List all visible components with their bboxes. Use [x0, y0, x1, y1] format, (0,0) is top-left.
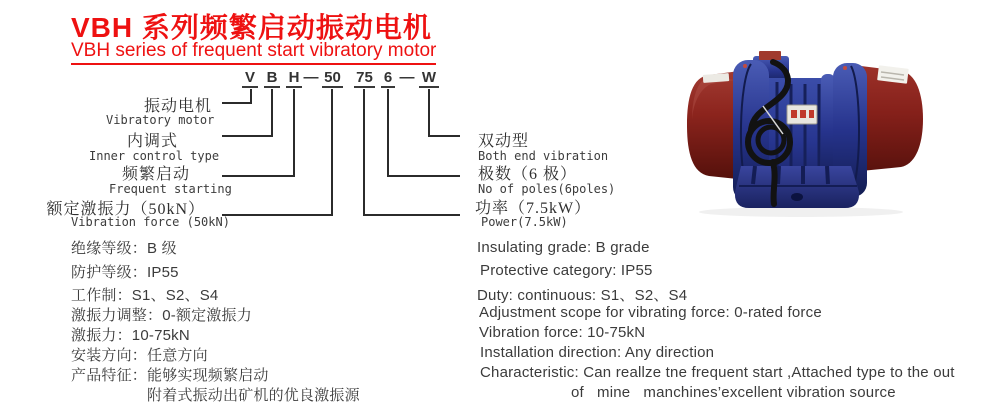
- model-code-segment: W: [419, 69, 439, 88]
- model-code-segment: 75: [354, 69, 375, 88]
- nameplate: [787, 105, 817, 124]
- model-code-segment: V: [242, 69, 258, 88]
- spec-line: 产品特征：能够实现频繁启动: [71, 367, 269, 384]
- model-code-segment: H: [286, 69, 302, 88]
- spec-line: Characteristic: Can reallze tne frequent start ,Attached type to the out: [480, 364, 955, 381]
- spec-line: 激振力调整：0-额定激振力: [71, 307, 252, 324]
- spec-line: 工作制：S1、S2、S4: [71, 287, 219, 304]
- spec-line: Adjustment scope for vibrating force: 0-rated force: [479, 304, 822, 321]
- motor-photo: [675, 50, 935, 222]
- diagram-label-en: Inner control type: [89, 149, 220, 163]
- diagram-label-zh: 内调式: [126, 133, 178, 150]
- diagram-label-en: Vibration force (50kN): [71, 215, 230, 229]
- spec-line: Insulating grade: B grade: [477, 239, 650, 256]
- spec-line-continued: 附着式振动出矿机的优良激振源: [147, 387, 360, 404]
- model-code-segment: B: [264, 69, 280, 88]
- diagram-label-en: Power(7.5kW): [481, 215, 568, 229]
- spec-line-continued: of mine manchines’excellent vibration source: [571, 384, 896, 401]
- page-subtitle: VBH series of frequent start vibratory motor: [71, 40, 436, 65]
- diagram-label-en: No of poles(6poles): [478, 182, 616, 196]
- diagram-label-zh: 极数（6 极）: [478, 166, 578, 183]
- spec-line: Duty: continuous: S1、S2、S4: [477, 287, 688, 304]
- model-code-dash: —: [399, 69, 415, 86]
- diagram-label-zh: 振动电机: [143, 98, 212, 115]
- spec-line: Installation direction: Any direction: [480, 344, 715, 361]
- motor-shadow: [699, 207, 903, 217]
- diagram-label-zh: 双动型: [478, 133, 530, 150]
- diagram-label-en: Vibratory motor: [106, 113, 215, 127]
- diagram-label-en: Frequent starting: [109, 182, 232, 196]
- diagram-label-zh: 功率（7.5kW）: [475, 200, 592, 217]
- spec-line: 防护等级：IP55: [71, 264, 179, 281]
- spec-line: 绝缘等级：B 级: [71, 240, 177, 257]
- model-code-dash: —: [303, 69, 319, 86]
- spec-line: 激振力：10-75kN: [71, 327, 190, 344]
- spec-line: 安装方向：任意方向: [71, 347, 208, 364]
- page-title: VBH 系列频繁启动振动电机: [71, 12, 432, 43]
- motor-photo-illustration: [675, 50, 935, 222]
- mounting-hole: [791, 193, 803, 201]
- model-code-segment: 50: [322, 69, 343, 88]
- diagram-label-zh: 频繁启动: [121, 166, 190, 183]
- spec-line: Vibration force: 10-75kN: [479, 324, 646, 341]
- diagram-label-en: Both end vibration: [478, 149, 609, 163]
- spec-line: Protective category: IP55: [480, 262, 653, 279]
- diagram-label-zh: 额定激振力（50kN）: [46, 201, 205, 218]
- terminal-cap: [759, 51, 781, 60]
- model-code-segment: 6: [381, 69, 395, 88]
